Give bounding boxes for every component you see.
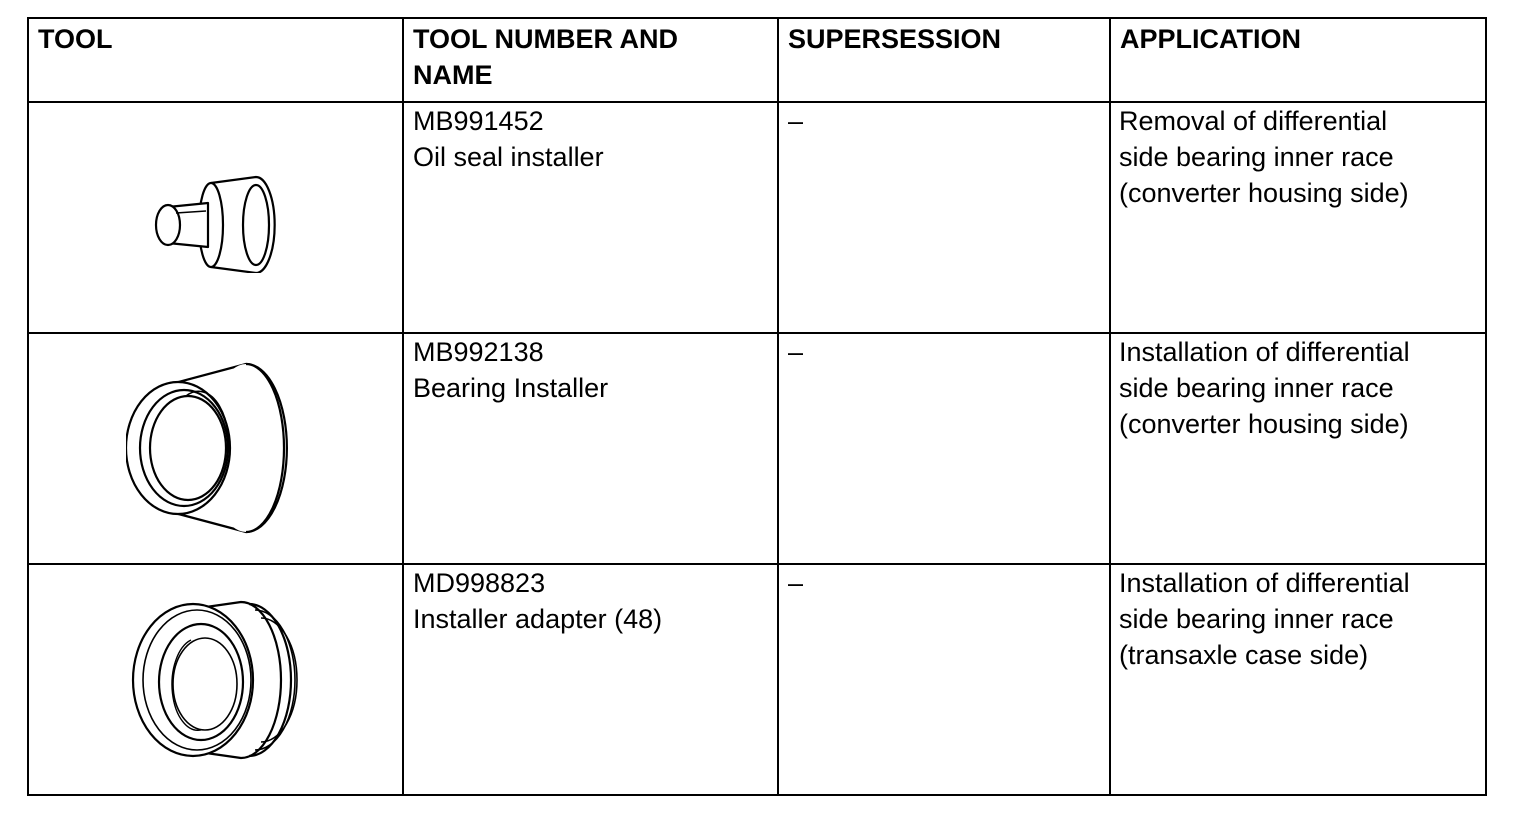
- supersession-value: –: [788, 106, 804, 136]
- table-row: [28, 102, 1486, 333]
- tool-name: Bearing Installer: [413, 373, 609, 403]
- application-line: (converter housing side): [1119, 409, 1409, 439]
- tool-number: MB991452: [413, 106, 544, 136]
- application-line: Installation of differential: [1119, 568, 1410, 598]
- header-supersession-label: SUPERSESSION: [788, 24, 1002, 54]
- supersession-cell: [778, 102, 1110, 333]
- application-cell: [1110, 564, 1486, 795]
- application-line: Removal of differential: [1119, 106, 1388, 136]
- table-row: [28, 333, 1486, 564]
- application-cell: [1110, 102, 1486, 333]
- bearing-installer-icon: [126, 354, 306, 544]
- header-tool: [28, 18, 403, 102]
- tool-image-cell: [28, 102, 403, 333]
- oil-seal-installer-icon: [146, 163, 286, 273]
- application-line: (transaxle case side): [1119, 640, 1369, 670]
- application-cell: [1110, 333, 1486, 564]
- tool-number-name-cell: [403, 102, 778, 333]
- tool-number-name-cell: [403, 333, 778, 564]
- tool-number-name-cell: [403, 564, 778, 795]
- header-application: [1110, 18, 1486, 102]
- header-number-line1: TOOL NUMBER AND: [413, 24, 679, 54]
- installer-adapter-icon: [131, 590, 301, 770]
- header-supersession: [778, 18, 1110, 102]
- header-row: [28, 18, 1486, 102]
- header-tool-number-and-name: [403, 18, 778, 102]
- table-row: [28, 564, 1486, 795]
- supersession-cell: [778, 333, 1110, 564]
- supersession-cell: [778, 564, 1110, 795]
- tool-image-cell: [28, 333, 403, 564]
- special-tools-table: [27, 17, 1487, 796]
- application-line: (converter housing side): [1119, 178, 1409, 208]
- header-application-label: APPLICATION: [1120, 24, 1301, 54]
- application-line: side bearing inner race: [1119, 604, 1394, 634]
- tool-name: Oil seal installer: [413, 142, 604, 172]
- supersession-value: –: [788, 337, 804, 367]
- tool-name: Installer adapter (48): [413, 604, 663, 634]
- tool-number: MD998823: [413, 568, 546, 598]
- header-number-line2: NAME: [413, 60, 493, 90]
- supersession-value: –: [788, 568, 804, 598]
- header-tool-label: TOOL: [38, 24, 113, 54]
- application-line: side bearing inner race: [1119, 373, 1394, 403]
- tool-image-cell: [28, 564, 403, 795]
- application-line: side bearing inner race: [1119, 142, 1394, 172]
- tool-number: MB992138: [413, 337, 544, 367]
- application-line: Installation of differential: [1119, 337, 1410, 367]
